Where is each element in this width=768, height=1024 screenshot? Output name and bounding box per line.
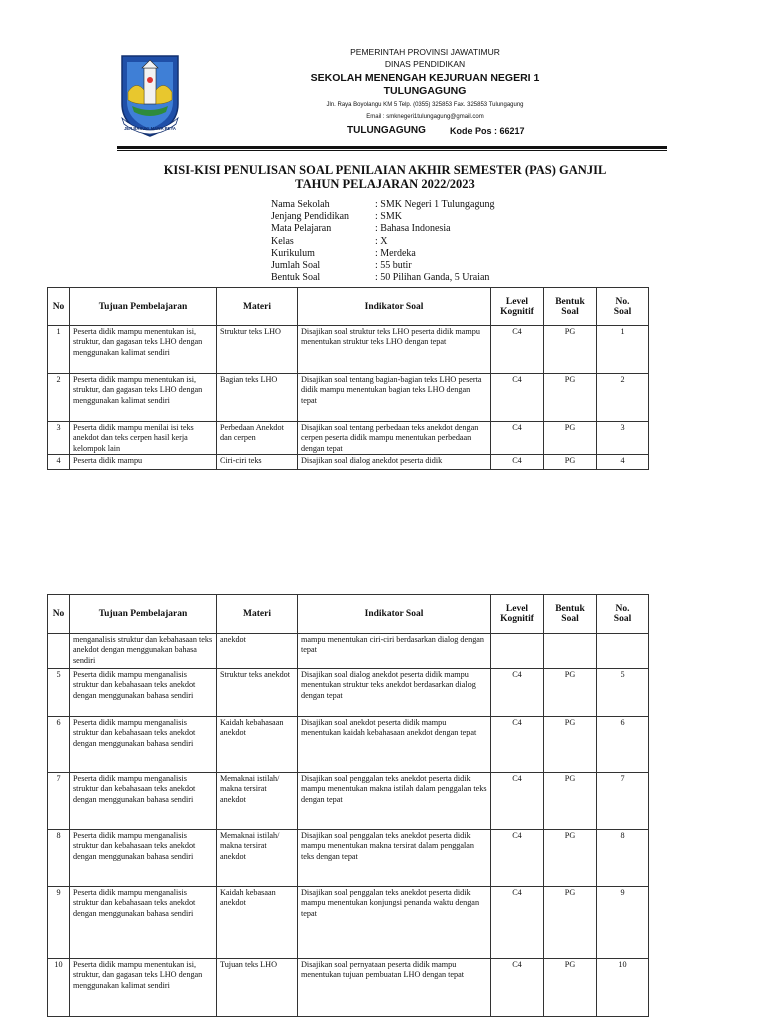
cell-indikator [298,669,491,717]
cell-text: 2 [56,375,61,384]
cell-text: 3 [620,423,625,432]
table-header-row [48,288,649,326]
cell-text: 4 [56,456,61,465]
header-nosoal [597,288,649,326]
cell-text: PG [564,831,576,840]
cell-materi [217,959,298,1017]
cell-materi [217,422,298,455]
cell-text: Disajikan soal tentang bagian-bagian teks LHO peserta didik mampu menentukan bagian teks LHO dengan tepat [301,375,482,405]
cell-bentuk [544,717,597,773]
info-value: : Bahasa Indonesia [375,223,451,235]
document-subtitle: TAHUN PELAJARAN 2022/2023 [295,177,475,191]
cell-text: Disajikan soal penggalan teks anekdot peserta didik mampu menentukan makna istilah dalam penggalan teks dengan tepat [301,774,487,804]
kisi-kisi-table-page2 [47,594,649,1017]
school-address: Jln. Raya Boyolangu KM 5 Telp. (0355) 325853 Fax. 325853 Tulungagung [326,102,524,108]
cell-text: Disajikan soal tentang perbedaan teks anekdot dengan cerpen peserta didik mampu menentukan perbedaan dengan tepat [301,423,479,453]
table-row [48,422,649,455]
cell-text: C4 [512,375,522,384]
cell-tujuan [70,717,217,773]
cell-level [491,773,544,830]
header-materi: Materi [217,288,298,326]
cell-text: Peserta didik mampu menganalisis struktur dan kebahasaan teks anekdot dengan menggunakan bahasa sendiri [73,718,196,748]
header-nosoal-line: Soal [613,614,632,624]
cell-text: PG [564,456,576,465]
cell-level [491,717,544,773]
cell-text: 7 [620,774,625,783]
header-materi: Materi [217,595,298,634]
header-level-line: Kognitif [500,614,534,624]
agency-name: DINAS PENDIDIKAN [384,59,466,69]
cell-text: Memaknai istilah/ makna tersirat anekdot [220,831,280,861]
cell-level [491,959,544,1017]
cell-no [48,326,70,374]
info-label: Mata Pelajaran [271,223,332,235]
cell-text: anekdot [220,635,246,644]
postal-code: Kode Pos : 66217 [450,126,525,136]
info-value: : 50 Pilihan Ganda, 5 Uraian [375,272,490,284]
info-value: : SMK Negeri 1 Tulungagung [375,199,495,210]
cell-bentuk [544,959,597,1017]
cell-text: Perbedaan Anekdot dan cerpen [220,423,284,443]
table-row [48,773,649,830]
table-row [48,959,649,1017]
cell-indikator [298,717,491,773]
cell-indikator [298,887,491,959]
cell-text: C4 [512,327,522,336]
table-header-row [48,595,649,634]
cell-text: menganalisis struktur dan kebahasaan teks anekdot dengan menggunakan bahasa sendiri [73,635,213,665]
cell-materi [217,717,298,773]
table-row [48,717,649,773]
cell-text: C4 [512,960,522,969]
cell-text: Disajikan soal penggalan teks anekdot peserta didik mampu menentukan konjungsi penanda waktu dengan tepat [301,888,480,918]
cell-tujuan [70,422,217,455]
info-value: : X [375,235,388,247]
cell-text: PG [564,375,576,384]
cell-level [491,887,544,959]
header-no: No [48,288,70,326]
cell-tujuan [70,830,217,887]
school-email: Email : smknegeri1tulungagung@gmail.com [366,114,484,120]
cell-text: Kaidah kebahasaan anekdot [220,718,284,738]
cell-indikator [298,326,491,374]
cell-no [48,422,70,455]
cell-text: 10 [54,960,63,969]
info-value: : Merdeka [375,247,416,259]
cell-text: Disajikan soal pernyataan peserta didik mampu menentukan tujuan pembuatan LHO dengan tepat [301,960,465,980]
cell-indikator [298,422,491,455]
header-indikator: Indikator Soal [298,595,491,634]
cell-text: 10 [618,960,627,969]
cell-text: Peserta didik mampu menganalisis struktur dan kebahasaan teks anekdot dengan menggunakan bahasa sendiri [73,831,196,861]
cell-text: Peserta didik mampu menganalisis struktur dan kebahasaan teks anekdot dengan menggunakan bahasa sendiri [73,888,196,918]
cell-materi [217,830,298,887]
cell-indikator [298,830,491,887]
cell-level [491,374,544,422]
cell-text: C4 [512,831,522,840]
cell-text: PG [564,718,576,727]
cell-materi [217,374,298,422]
header-divider-thick [117,146,667,149]
info-label: Kelas [271,235,294,247]
cell-level [491,634,544,669]
header-level [491,288,544,326]
cell-nosoal [597,634,649,669]
header-tujuan: Tujuan Pembelajaran [70,595,217,634]
cell-indikator [298,634,491,669]
header-nosoal-line: Soal [613,306,632,317]
cell-text: C4 [512,888,522,897]
cell-text: PG [564,670,576,679]
header-nosoal-line: No. [615,604,630,614]
cell-text: PG [564,888,576,897]
cell-text: Disajikan soal anekdot peserta didik mampu menentukan kaidah kebahasaan anekdot dengan tepat [301,718,477,738]
table-row [48,669,649,717]
info-value: : 55 butir [375,260,412,271]
cell-text: Peserta didik mampu [73,456,143,465]
header-bentuk [544,288,597,326]
table-row [48,455,649,470]
cell-bentuk [544,830,597,887]
cell-text: Struktur teks LHO [220,327,281,336]
cell-no [48,717,70,773]
cell-materi [217,887,298,959]
kisi-kisi-table-page1 [47,287,649,470]
cell-level [491,669,544,717]
cell-indikator [298,773,491,830]
cell-text: C4 [512,718,522,727]
table-row [48,326,649,374]
header-no: No [48,595,70,634]
cell-text: 3 [56,423,61,432]
header-bentuk-line: Bentuk [555,604,585,614]
cell-text: Bagian teks LHO [220,375,278,384]
cell-no [48,455,70,470]
header-tujuan: Tujuan Pembelajaran [70,288,217,326]
cell-bentuk [544,669,597,717]
logo-motto: JER BASUKI MAWA BEYA [124,126,176,131]
header-bentuk-line: Soal [561,614,579,624]
cell-indikator [298,455,491,470]
cell-indikator [298,959,491,1017]
cell-nosoal [597,326,649,374]
school-city: TULUNGAGUNG [383,85,467,97]
cell-text: 1 [620,327,625,336]
cell-no [48,773,70,830]
document-title: KISI-KISI PENULISAN SOAL PENILAIAN AKHIR SEMESTER (PAS) GANJIL [163,163,607,177]
cell-tujuan [70,887,217,959]
cell-bentuk [544,326,597,374]
cell-nosoal [597,773,649,830]
table-row [48,374,649,422]
cell-materi [217,634,298,669]
cell-level [491,455,544,470]
cell-text: mampu menentukan ciri-ciri berdasarkan dialog dengan tepat [301,635,485,655]
info-label: Jenjang Pendidikan [271,211,350,223]
cell-text: Struktur teks anekdot [220,670,291,679]
city-name: TULUNGAGUNG [347,125,426,136]
cell-bentuk [544,887,597,959]
cell-text: Disajikan soal penggalan teks anekdot peserta didik mampu menentukan makna tersirat dalam penggalan teks dengan tepat [301,831,475,861]
cell-text: Peserta didik mampu menganalisis struktur dan kebahasaan teks anekdot dengan menggunakan bahasa sendiri [73,774,196,804]
header-bentuk [544,595,597,634]
cell-text: Peserta didik mampu menilai isi teks anekdot dan teks cerpen hasil kerja kelompok lain [73,423,194,453]
header-nosoal-line: No. [615,296,630,307]
cell-no [48,887,70,959]
cell-text: Peserta didik mampu menentukan isi, struktur, dan gagasan teks LHO dengan menggunakan kalimat sendiri [73,375,203,405]
cell-text: C4 [512,456,522,465]
cell-text: 5 [56,670,61,679]
cell-nosoal [597,669,649,717]
cell-text: Memaknai istilah/ makna tersirat anekdot [220,774,280,804]
cell-text: Disajikan soal dialog anekdot peserta didik mampu menentukan struktur teks anekdot berdasarkan dialog dengan tepat [301,670,476,700]
cell-text: PG [564,960,576,969]
cell-level [491,422,544,455]
header-divider-thin [117,150,667,151]
cell-no [48,374,70,422]
header-level-line: Level [505,604,529,614]
cell-tujuan [70,634,217,669]
cell-materi [217,326,298,374]
cell-text: 6 [620,718,625,727]
cell-nosoal [597,455,649,470]
cell-text: Peserta didik mampu menentukan isi, struktur, dan gagasan teks LHO dengan menggunakan kalimat sendiri [73,327,203,357]
header-bentuk-line: Bentuk [555,296,585,307]
cell-no [48,830,70,887]
cell-text: Kaidah kebasaan anekdot [220,888,276,908]
cell-nosoal [597,887,649,959]
cell-nosoal [597,717,649,773]
cell-text: Disajikan soal dialog anekdot peserta didik [301,456,443,465]
cell-nosoal [597,374,649,422]
cell-text: Disajikan soal struktur teks LHO peserta didik mampu menentukan struktur teks LHO dengan tepat [301,327,480,347]
cell-tujuan [70,326,217,374]
cell-bentuk [544,455,597,470]
header-level-line: Kognitif [500,306,534,317]
cell-indikator [298,374,491,422]
cell-text: Ciri-ciri teks [220,456,262,465]
government-name: PEMERINTAH PROVINSI JAWATIMUR [350,47,500,57]
info-label: Nama Sekolah [271,199,330,210]
cell-text: 9 [56,888,61,897]
provincial-logo [118,52,182,138]
header-nosoal [597,595,649,634]
cell-materi [217,773,298,830]
cell-text: 8 [620,831,625,840]
cell-no [48,669,70,717]
cell-tujuan [70,669,217,717]
cell-bentuk [544,422,597,455]
school-name: SEKOLAH MENENGAH KEJURUAN NEGERI 1 [310,72,540,84]
table-row [48,887,649,959]
cell-text: PG [564,774,576,783]
info-label: Bentuk Soal [271,272,321,284]
cell-materi [217,669,298,717]
header-indikator: Indikator Soal [298,288,491,326]
table-row [48,634,649,669]
cell-text: Tujuan teks LHO [220,960,278,969]
cell-text: C4 [512,774,522,783]
cell-materi [217,455,298,470]
cell-text: 2 [620,375,625,384]
table-row [48,830,649,887]
cell-text: 8 [56,831,61,840]
cell-nosoal [597,422,649,455]
cell-bentuk [544,374,597,422]
header-level-line: Level [505,296,529,307]
cell-tujuan [70,455,217,470]
cell-no [48,959,70,1017]
cell-text: 4 [620,456,625,465]
cell-tujuan [70,773,217,830]
cell-text: Peserta didik mampu menentukan isi, struktur, dan gagasan teks LHO dengan menggunakan kalimat sendiri [73,960,203,990]
cell-text: 1 [56,327,61,336]
header-level [491,595,544,634]
cell-text: 7 [56,774,61,783]
cell-text: PG [564,327,576,336]
info-label: Jumlah Soal [271,260,321,271]
cell-bentuk [544,773,597,830]
cell-text: 9 [620,888,625,897]
cell-level [491,326,544,374]
cell-tujuan [70,959,217,1017]
cell-text: C4 [512,423,522,432]
cell-text: 6 [56,718,61,727]
cell-text: Peserta didik mampu menganalisis struktur dan kebahasaan teks anekdot dengan menggunakan bahasa sendiri [73,670,196,700]
header-bentuk-line: Soal [561,306,579,317]
cell-tujuan [70,374,217,422]
cell-no [48,634,70,669]
cell-text: C4 [512,670,522,679]
cell-nosoal [597,830,649,887]
info-value: : SMK [375,211,402,223]
info-label: Kurikulum [271,247,315,259]
cell-text: 5 [620,670,625,679]
cell-level [491,830,544,887]
cell-text: PG [564,423,576,432]
cell-nosoal [597,959,649,1017]
cell-bentuk [544,634,597,669]
